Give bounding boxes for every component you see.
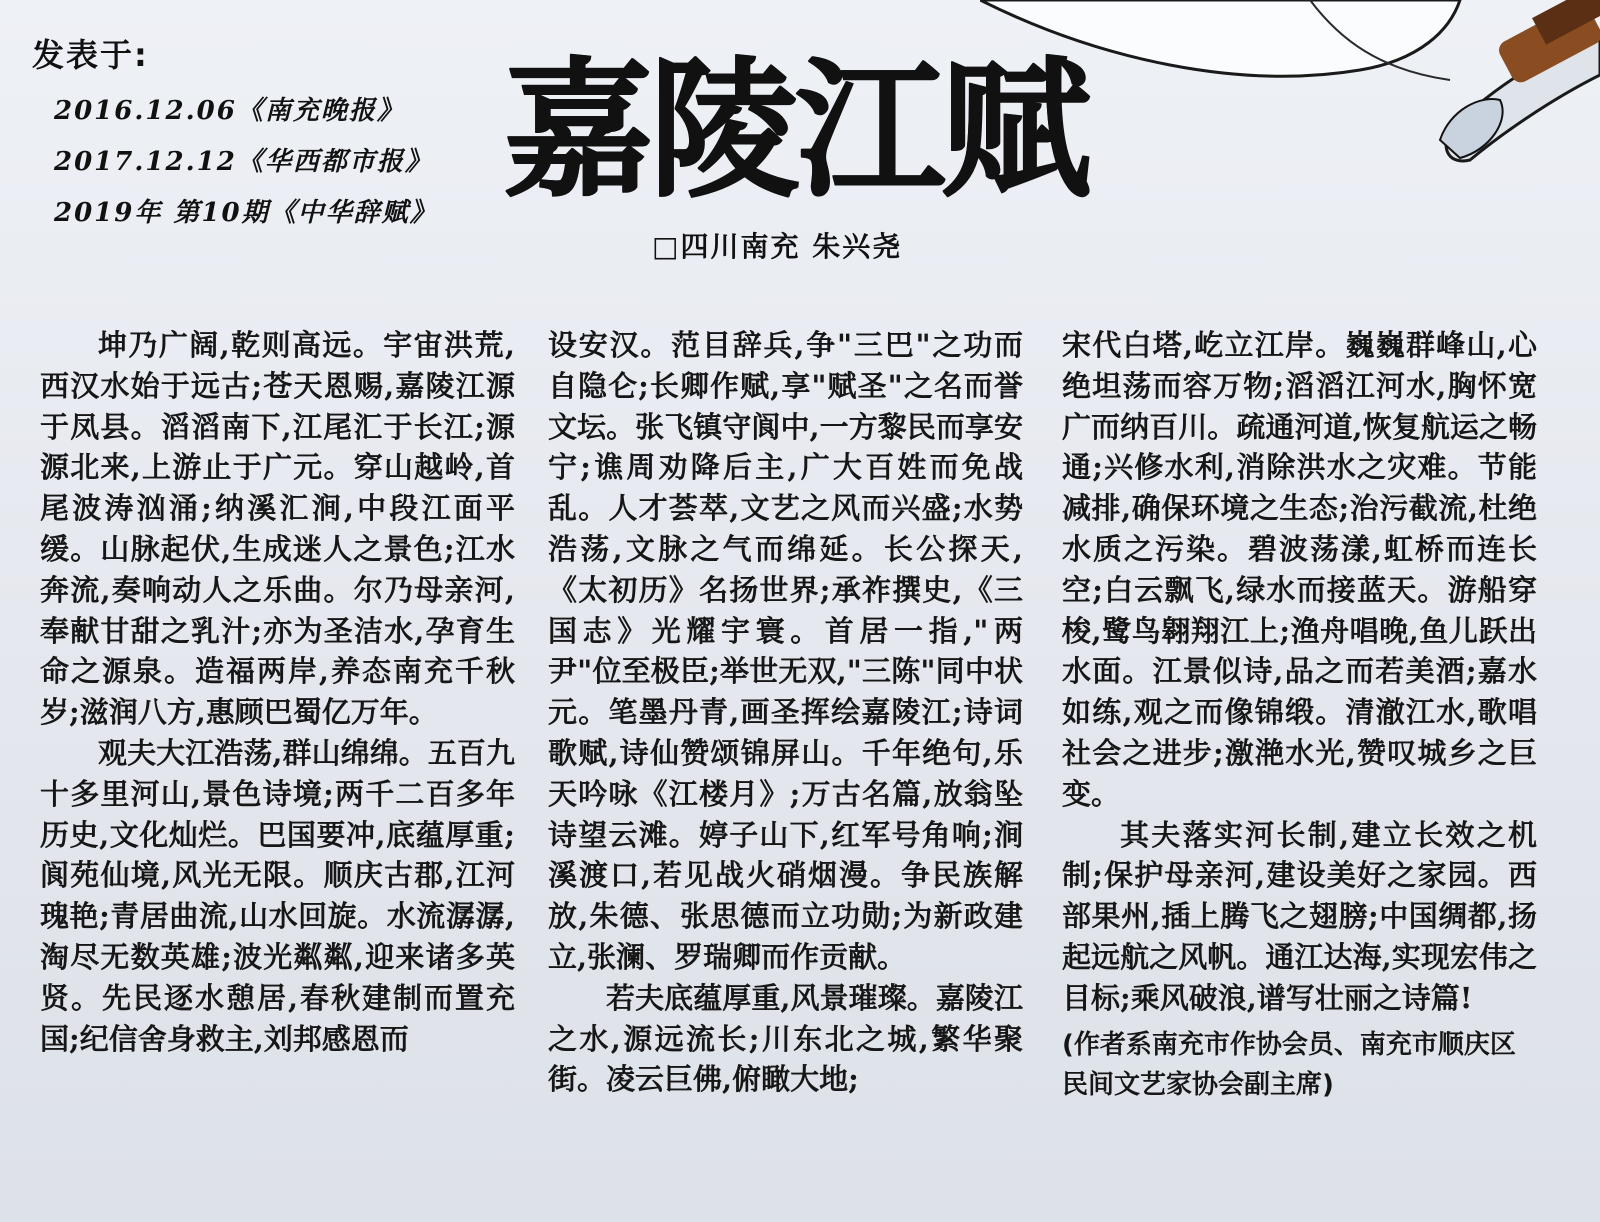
article-column-2 bbox=[548, 325, 1023, 1100]
paragraph: 其夫落实河长制,建立长效之机制;保护母亲河,建设美好之家园。西部果州,插上腾飞之翅膀;中国绸都,扬起远航之风帆。通江达海,实现宏伟之目标;乘风破浪,谱写壮丽之诗篇! bbox=[1062, 817, 1537, 1015]
paragraph: 若夫底蕴厚重,风景璀璨。嘉陵江之水,源远流长;川东北之城,繁华聚街。凌云巨佛,俯瞰大地; bbox=[548, 980, 1023, 1097]
publication-info bbox=[32, 30, 502, 229]
publication-line: 2019年 第10期《中华辞赋》 bbox=[54, 198, 438, 228]
article-byline: □四川南充 朱兴尧 bbox=[652, 230, 903, 263]
publication-line: 2016.12.06《南充晚报》 bbox=[54, 96, 405, 126]
author-note: (作者系南充市作协会员、南充市顺庆区民间文艺家协会副主席) bbox=[1062, 1029, 1516, 1100]
paragraph: 宋代白塔,屹立江岸。巍巍群峰山,心绝坦荡而容万物;滔滔江河水,胸怀宽广而纳百川。疏通河道,恢复航运之畅通;兴修水利,消除洪水之灾难。节能减排,确保环境之生态;治污截流,杜绝水质之污染。碧波荡漾,虹桥而连长空;白云飘飞,绿水而接蓝天。游船穿梭,鹭鸟翱翔江上;渔舟唱晚,鱼儿跃出水面。江景似诗,品之而若美酒;嘉水如练,观之而像锦缎。清澈江水,歌唱社会之进步;激滟水光,赞叹城乡之巨变。 bbox=[1062, 328, 1537, 811]
paragraph: 设安汉。范目辞兵,争"三巴"之功而自隐仑;长卿作赋,享"赋圣"之名而誉文坛。张飞镇守阆中,一方黎民而享安宁;谯周劝降后主,广大百姓而免战乱。人才荟萃,文艺之风而兴盛;水势浩荡,文脉之气而绵延。长公探天,《太初历》名扬世界;承祚撰史,《三国志》光耀宇寰。首居一指,"两尹"位至极臣;举世无双,"三陈"同中状元。笔墨丹青,画圣挥绘嘉陵江;诗词歌赋,诗仙赞颂锦屏山。千年绝句,乐天吟咏《江楼月》;万古名篇,放翁坠诗望云滩。婷子山下,红军号角响;涧溪渡口,若见战火硝烟漫。争民族解放,朱德、张思德而立功勋;为新政建立,张澜、罗瑞卿而作贡献。 bbox=[548, 328, 1023, 974]
article-title: 嘉陵江赋 bbox=[502, 42, 1087, 218]
article-column-3 bbox=[1062, 325, 1537, 1105]
paragraph: 观夫大江浩荡,群山绵绵。五百九十多里河山,景色诗境;两千二百多年历史,文化灿烂。巴国要冲,底蕴厚重;阆苑仙境,风光无限。顺庆古郡,江河瑰艳;青居曲流,山水回旋。水流潺潺,淘尽无数英雄;波光粼粼,迎来诸多英贤。先民逐水憩居,春秋建制而置充国;纪信舍身救主,刘邦感恩而 bbox=[40, 735, 515, 1056]
article-column-1 bbox=[40, 325, 515, 1059]
publication-heading: 发表于: bbox=[32, 36, 149, 74]
paragraph: 坤乃广阔,乾则高远。宇宙洪荒,西汉水始于远古;苍天恩赐,嘉陵江源于凤县。滔滔南下,江尾汇于长江;源源北来,上游止于广元。穿山越岭,首尾波涛汹涌;纳溪汇涧,中段江面平缓。山脉起伏,生成迷人之景色;江水奔流,奏响动人之乐曲。尔乃母亲河,奉献甘甜之乳汁;亦为圣洁水,孕育生命之源泉。造福两岸,养态南充千秋岁;滋润八方,惠顾巴蜀亿万年。 bbox=[40, 328, 515, 730]
publication-line: 2017.12.12《华西都市报》 bbox=[54, 147, 433, 177]
